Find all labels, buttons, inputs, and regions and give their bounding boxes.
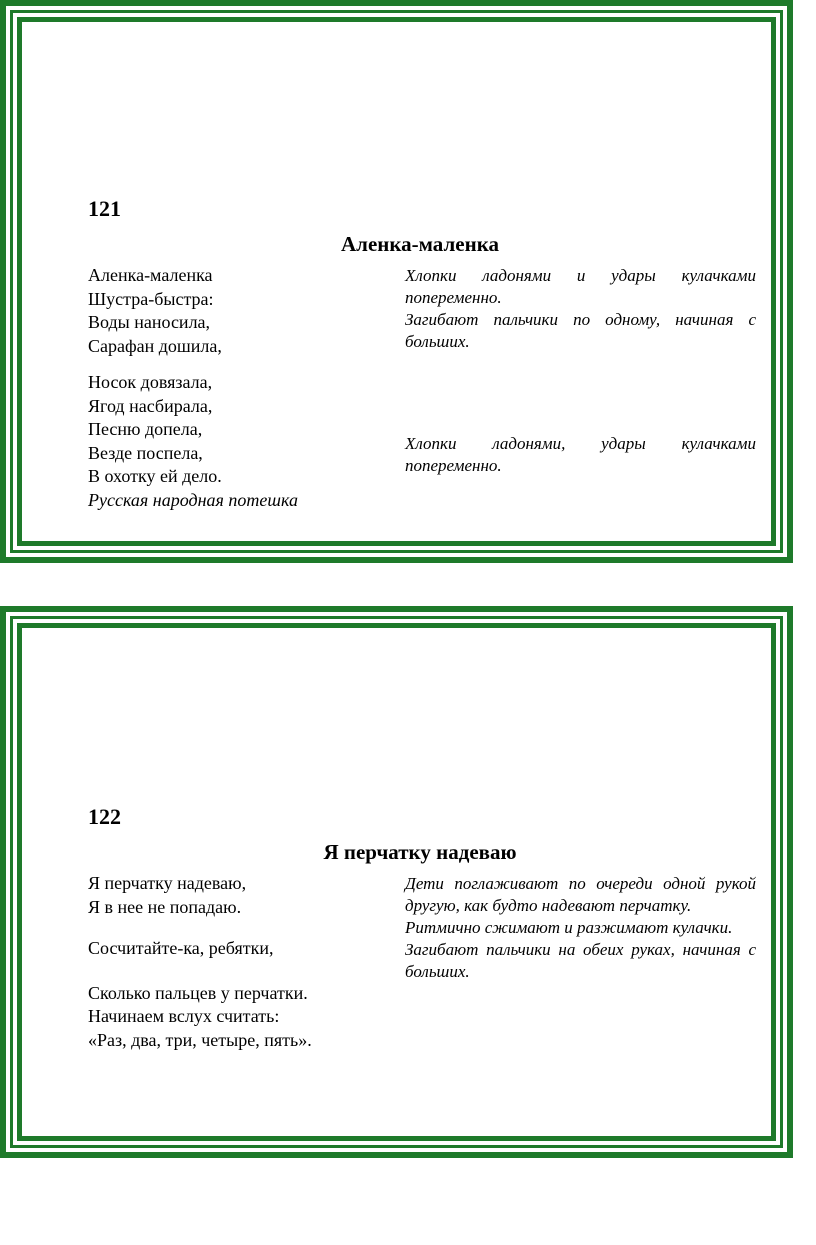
poem-line: Аленка-маленка: [88, 265, 213, 285]
poem-line: Ягод насбирала,: [88, 395, 213, 416]
poem-line: Я перчатку надеваю,: [88, 873, 247, 893]
poem-line: Везде поспела,: [88, 442, 203, 463]
instructions: [405, 873, 756, 983]
instruction-note: Хлопки ладонями, удары кулачками попеременно.: [405, 434, 756, 475]
poem-line: В охотку ей дело.: [88, 466, 222, 486]
poem-line: Носок довязала,: [88, 372, 213, 392]
poem-line: Я в нее не попадаю.: [88, 896, 242, 917]
poem-line: Начинаем вслух считать:: [88, 1006, 280, 1026]
poem-line: Сарафан дошила,: [88, 335, 222, 356]
instruction-note: Дети поглаживают по очереди одной рукой другую, как будто надевают перчатку.: [405, 874, 756, 915]
card-title: Я перчатку надеваю: [323, 840, 517, 864]
instruction-note: Загибают пальчики по одному, начиная с больших.: [405, 310, 756, 351]
poem-source: Русская народная потешка: [88, 489, 298, 510]
poem-line: «Раз, два, три, четыре, пять».: [88, 1029, 312, 1050]
poem-text: [88, 264, 388, 512]
instructions: [405, 265, 756, 477]
poem-line: Шустра-быстра:: [88, 288, 214, 309]
card-number: 121: [88, 196, 121, 221]
poem-line: Сосчитайте-ка, ребятки,: [88, 938, 274, 958]
instruction-note: Хлопки ладонями и удары кулачками попеременно.: [405, 266, 756, 307]
poem-line: Воды наносила,: [88, 312, 211, 332]
poem-line: Сколько пальцев у перчатки.: [88, 982, 308, 1003]
card-121: [0, 0, 793, 563]
card-122: [0, 606, 793, 1158]
poem-line: Песню допела,: [88, 419, 203, 439]
instruction-note: Ритмично сжимают и разжимают кулачки.: [405, 918, 733, 937]
poem-text: [88, 872, 388, 1052]
card-number: 122: [88, 804, 121, 829]
instruction-note: Загибают пальчики на обеих руках, начиная с больших.: [405, 940, 756, 981]
card-title: Аленка-маленка: [341, 232, 499, 256]
